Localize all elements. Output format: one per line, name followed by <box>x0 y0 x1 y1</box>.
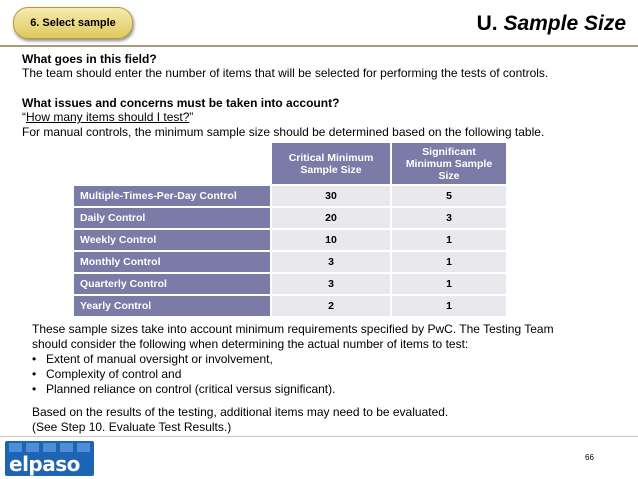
significant-value: 5 <box>392 186 506 206</box>
logo-text: elpaso <box>9 452 80 476</box>
page-number: 66 <box>585 453 594 462</box>
header-divider <box>0 45 638 47</box>
row-label: Monthly Control <box>74 252 270 272</box>
significant-value: 1 <box>392 296 506 316</box>
row-label: Weekly Control <box>74 230 270 250</box>
elpaso-logo <box>5 441 94 476</box>
list-item: • Extent of manual oversight or involvement, <box>32 352 554 367</box>
logo-tile <box>43 443 56 452</box>
col-significant-header: Significant Minimum Sample Size <box>392 143 506 184</box>
col-critical-header: Critical Minimum Sample Size <box>272 143 390 184</box>
quote-line <box>22 110 193 124</box>
title-prefix: U. <box>476 12 498 35</box>
page-title <box>477 12 626 36</box>
table-header-row <box>74 143 506 184</box>
table-body <box>74 186 506 316</box>
critical-value: 3 <box>272 274 390 294</box>
table-row <box>74 208 506 228</box>
results-line-1: Based on the results of the testing, additional items may need to be evaluated. <box>32 405 449 419</box>
logo-tile <box>60 443 73 452</box>
table-row <box>74 230 506 250</box>
critical-value: 10 <box>272 230 390 250</box>
table-row <box>74 252 506 272</box>
table-row <box>74 186 506 206</box>
header-spacer <box>74 143 270 184</box>
results-block <box>32 405 448 435</box>
critical-value: 2 <box>272 296 390 316</box>
table-intro: For manual controls, the minimum sample size should be determined based on the following table. <box>22 125 545 139</box>
quote-close: ” <box>189 110 194 124</box>
sample-size-table <box>72 141 508 318</box>
question-issues: What issues and concerns must be taken into account? <box>22 96 340 110</box>
logo-tile <box>26 443 39 452</box>
critical-value: 20 <box>272 208 390 228</box>
section-badge: 6. Select sample <box>13 7 133 39</box>
notes-block <box>32 322 554 397</box>
title-main: Sample Size <box>503 12 626 35</box>
row-label: Multiple-Times-Per-Day Control <box>74 186 270 206</box>
critical-value: 30 <box>272 186 390 206</box>
answer-field: The team should enter the number of items that will be selected for performing the tests of controls. <box>22 66 549 80</box>
logo-tile <box>77 443 90 452</box>
notes-line-2: should consider the following when determining the actual number of items to test: <box>32 337 469 351</box>
significant-value: 1 <box>392 230 506 250</box>
considerations-list <box>32 352 554 397</box>
footer-divider <box>0 436 638 437</box>
notes-line-1: These sample sizes take into account minimum requirements specified by PwC. The Testing Team <box>32 322 554 336</box>
results-line-2: (See Step 10. Evaluate Test Results.) <box>32 420 232 434</box>
significant-value: 1 <box>392 274 506 294</box>
quote-text: How many items should I test? <box>26 110 190 124</box>
row-label: Quarterly Control <box>74 274 270 294</box>
list-item: • Complexity of control and <box>32 367 554 382</box>
critical-value: 3 <box>272 252 390 272</box>
quote-open: “ <box>22 110 26 124</box>
table-row <box>74 274 506 294</box>
table-row <box>74 296 506 316</box>
list-item: • Planned reliance on control (critical versus significant). <box>32 382 554 397</box>
row-label: Daily Control <box>74 208 270 228</box>
question-field: What goes in this field? <box>22 52 157 66</box>
significant-value: 3 <box>392 208 506 228</box>
significant-value: 1 <box>392 252 506 272</box>
row-label: Yearly Control <box>74 296 270 316</box>
logo-tile <box>9 443 22 452</box>
